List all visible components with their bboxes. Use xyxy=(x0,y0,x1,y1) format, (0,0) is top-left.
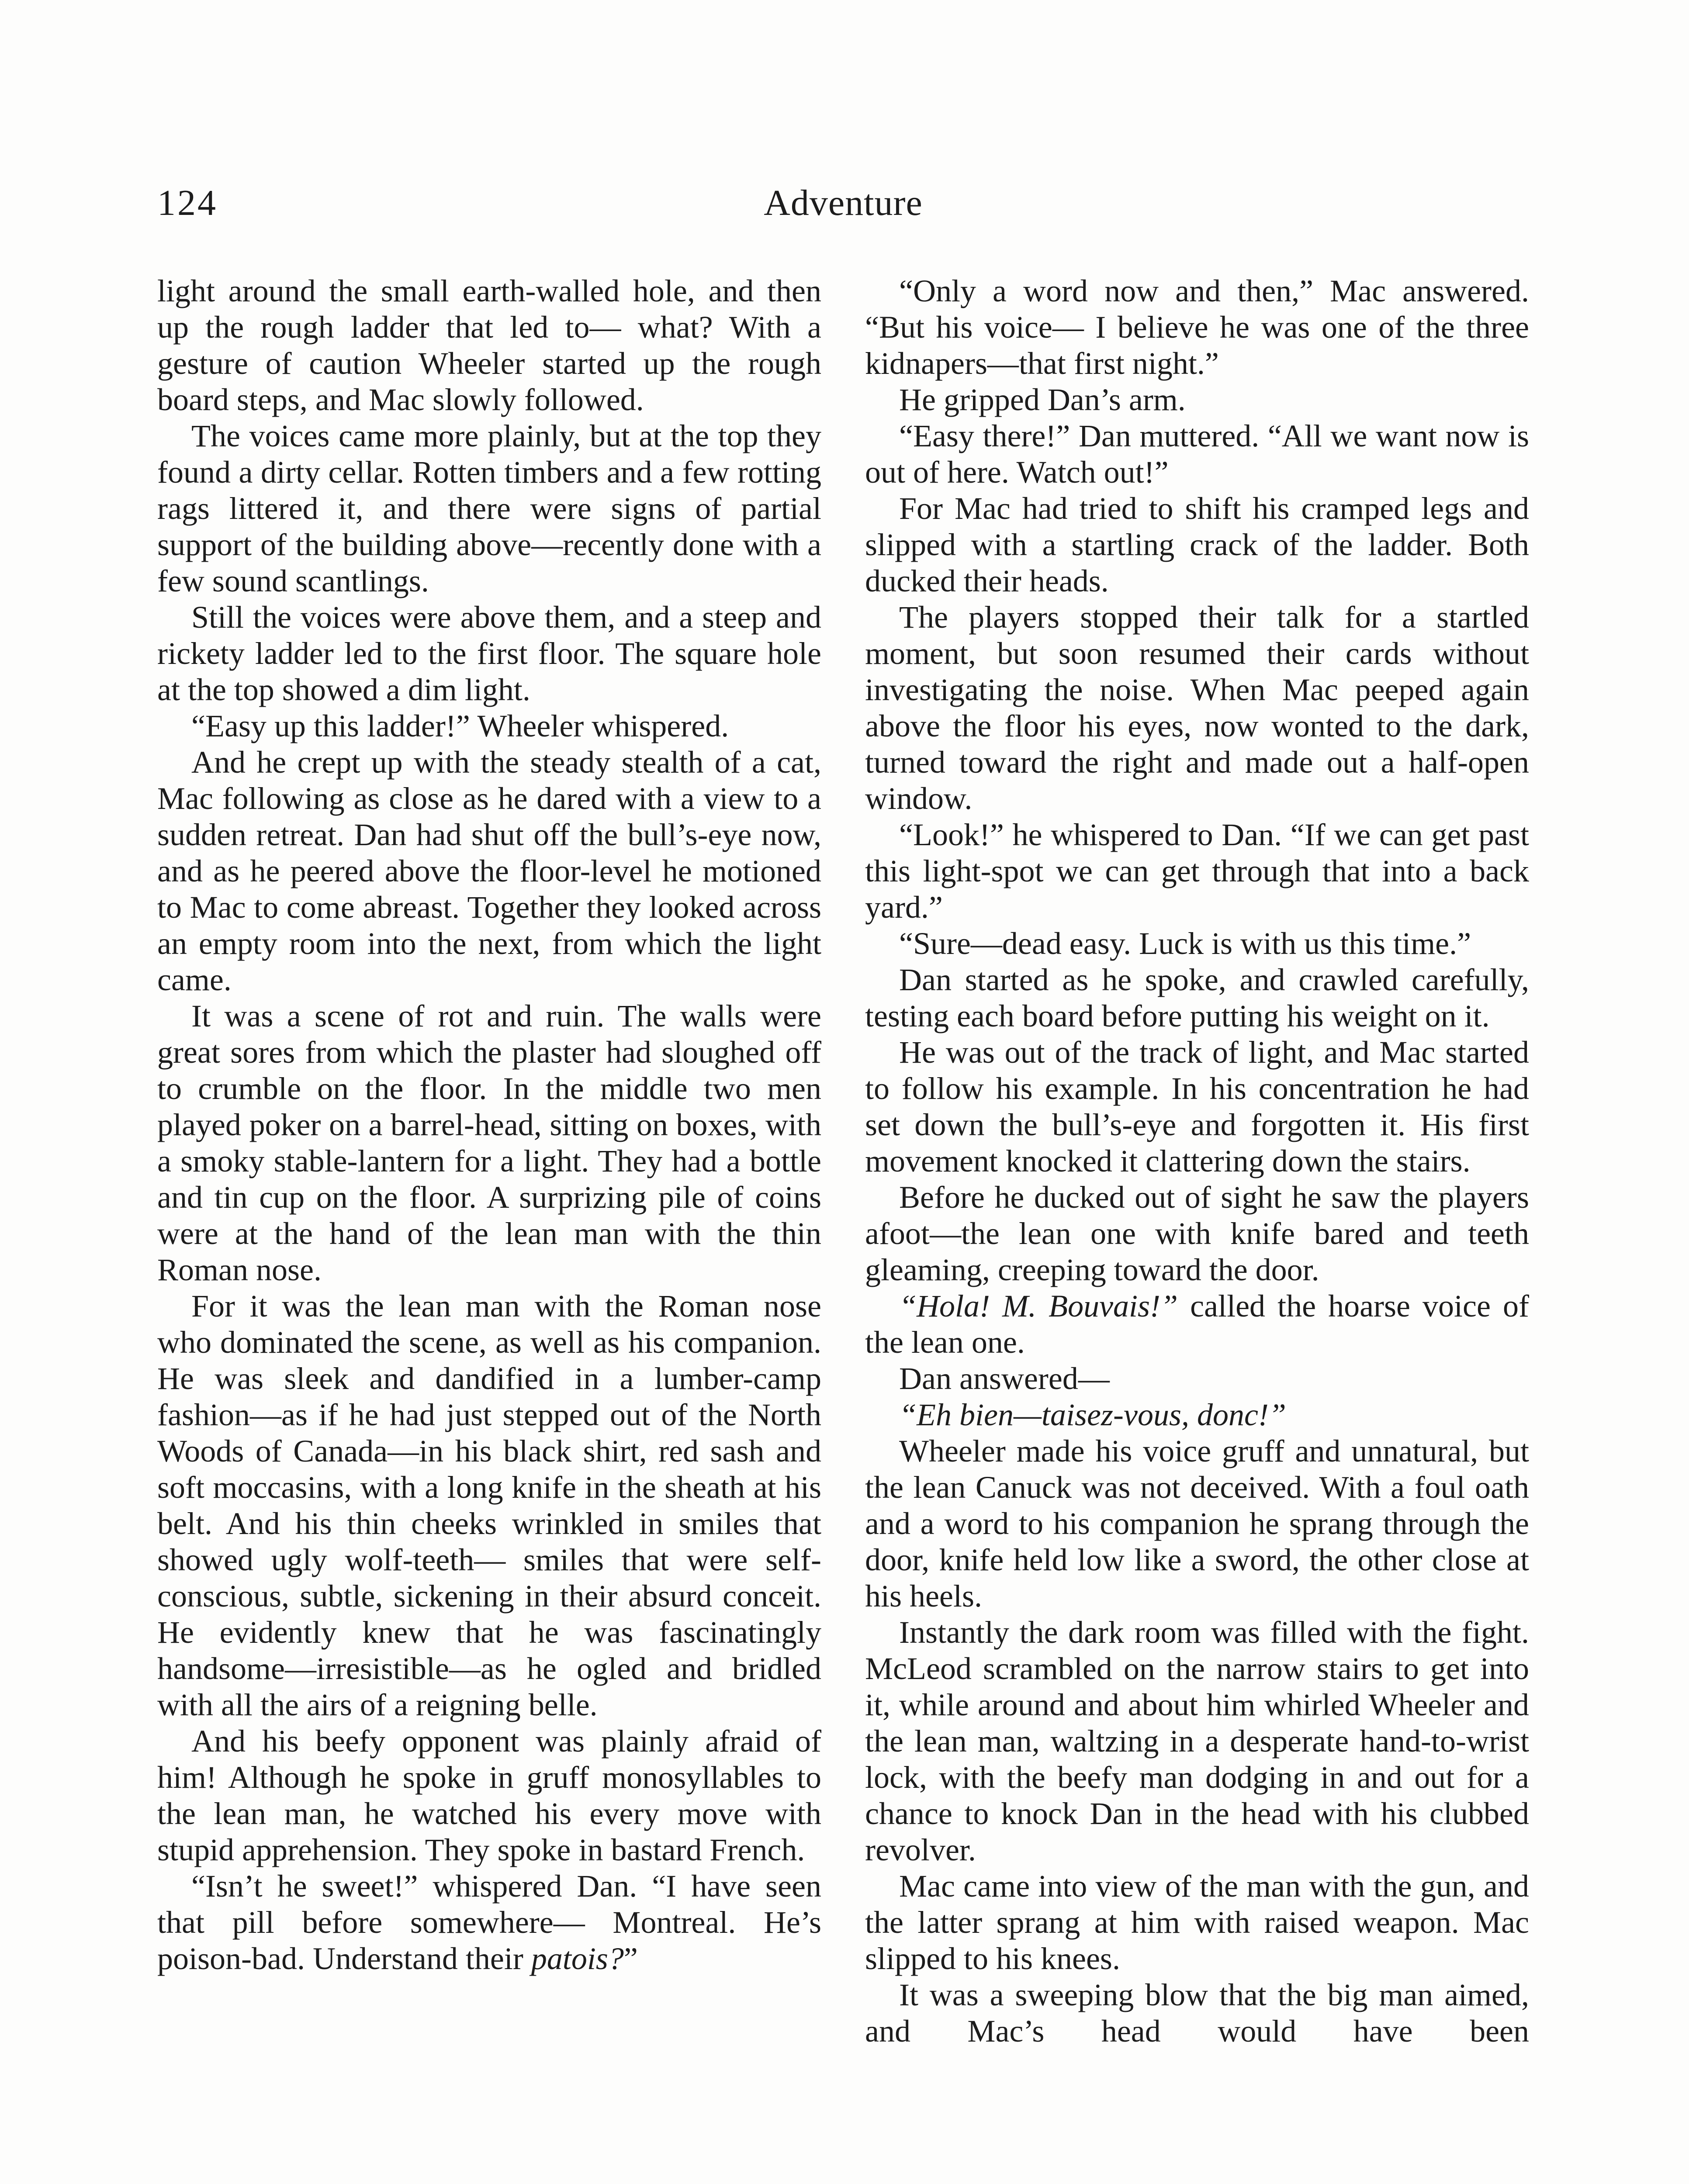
paragraph: “Easy there!” Dan muttered. “All we want now is out of here. Watch out!” xyxy=(865,418,1529,490)
paragraph: The players stopped their talk for a startled moment, but soon resumed their cards without investigating the noise. When Mac peeped again above the floor his eyes, now wonted to the dark, turned toward the right and made out a half-open window. xyxy=(865,600,1529,816)
paragraph: “Look!” he whispered to Dan. “If we can get past this light-spot we can get through that into a back yard.” xyxy=(865,817,1529,925)
paragraph: Dan started as he spoke, and crawled carefully, testing each board before putting his weight on it. xyxy=(865,962,1529,1033)
paragraph: “Isn’t he sweet!” whispered Dan. “I have seen that pill before somewhere— Montreal. He’s poison-bad. Understand their patois?” xyxy=(157,1869,821,1976)
paragraph: Wheeler made his voice gruff and unnatural, but the lean Canuck was not deceived. With a foul oath and a word to his companion he sprang through the door, knife held low like a sword, the other close at his heels. xyxy=(865,1434,1529,1614)
paragraph: Dan answered— xyxy=(899,1361,1110,1396)
italic-text: patois? xyxy=(531,1941,624,1976)
paragraph: He was out of the track of light, and Mac started to follow his example. In his concentration he had set down the bull’s-eye and forgotten it. His first movement knocked it clattering down the stairs. xyxy=(865,1035,1529,1178)
paragraph: “Only a word now and then,” Mac answered. “But his voice— I believe he was one of the three kidnapers—that first night.” xyxy=(865,273,1529,381)
paragraph: Mac came into view of the man with the gun, and the latter sprang at him with raised weapon. Mac slipped to his knees. xyxy=(865,1869,1529,1976)
running-title: Adventure xyxy=(764,183,923,223)
paragraph: “Hola! M. Bouvais!” called the hoarse voice of the lean one. xyxy=(865,1289,1529,1360)
italic-text: “Hola! M. Bouvais!” xyxy=(899,1289,1178,1324)
paragraph xyxy=(865,1397,1529,1433)
paragraph: It was a sweeping blow that the big man aimed, and Mac’s head would have been xyxy=(865,1977,1529,2049)
paragraph: “Sure—dead easy. Luck is with us this time.” xyxy=(899,926,1471,961)
right-column xyxy=(865,273,1529,2049)
paragraph: Before he ducked out of sight he saw the players afoot—the lean one with knife bared and teeth gleaming, creeping toward the door. xyxy=(865,1180,1529,1287)
paragraph: Still the voices were above them, and a steep and rickety ladder led to the first floor. The square hole at the top showed a dim light. xyxy=(157,600,821,707)
page-number: 124 xyxy=(157,183,218,223)
paragraph: He gripped Dan’s arm. xyxy=(899,382,1186,417)
paragraph: For it was the lean man with the Roman nose who dominated the scene, as well as his companion. He was sleek and dandified in a lumber-camp fashion—as if he had just stepped out of the North Woods of Canada—in his black shirt, red sash and soft moccasins, with a long knife in the sheath at his belt. And his thin cheeks wrinkled in smiles that showed ugly wolf-teeth— smiles that were self-conscious, subtle, sickening in their absurd conceit. He evidently knew that he was fascinatingly handsome—irresistible—as he ogled and bridled with all the airs of a reigning belle. xyxy=(157,1289,821,1722)
paragraph: light around the small earth-walled hole, and then up the rough ladder that led to— what? With a gesture of caution Wheeler started up the rough board steps, and Mac slowly followed. xyxy=(157,273,821,417)
italic-text: “Eh bien—taisez-vous, donc!” xyxy=(899,1397,1286,1432)
paragraph: And his beefy opponent was plainly afraid of him! Although he spoke in gruff monosyllables to the lean man, he watched his every move with stupid apprehension. They spoke in bastard French. xyxy=(157,1724,821,1867)
paragraph: “Easy up this ladder!” Wheeler whispered. xyxy=(191,708,729,743)
left-column xyxy=(157,273,821,1977)
paragraph: It was a scene of rot and ruin. The walls were great sores from which the plaster had sloughed off to crumble on the floor. In the middle two men played poker on a barrel-head, sitting on boxes, with a smoky stable-lantern for a light. They had a bottle and tin cup on the floor. A surprizing pile of coins were at the hand of the lean man with the thin Roman nose. xyxy=(157,999,821,1287)
paragraph: And he crept up with the steady stealth of a cat, Mac following as close as he dared with a view to a sudden retreat. Dan had shut off the bull’s-eye now, and as he peered above the floor-level he motioned to Mac to come abreast. Together they looked across an empty room into the next, from which the light came. xyxy=(157,745,821,997)
paragraph: The voices came more plainly, but at the top they found a dirty cellar. Rotten timbers and a few rotting rags littered it, and there were signs of partial support of the building above—recently done with a few sound scantlings. xyxy=(157,418,821,598)
running-head xyxy=(157,177,1529,229)
paragraph: Instantly the dark room was filled with the fight. McLeod scrambled on the narrow stairs to get into it, while around and about him whirled Wheeler and the lean man, waltzing in a desperate hand-to-wrist lock, with the beefy man dodging in and out for a chance to knock Dan in the head with his clubbed revolver. xyxy=(865,1615,1529,1867)
paragraph: For Mac had tried to shift his cramped legs and slipped with a startling crack of the ladder. Both ducked their heads. xyxy=(865,491,1529,598)
